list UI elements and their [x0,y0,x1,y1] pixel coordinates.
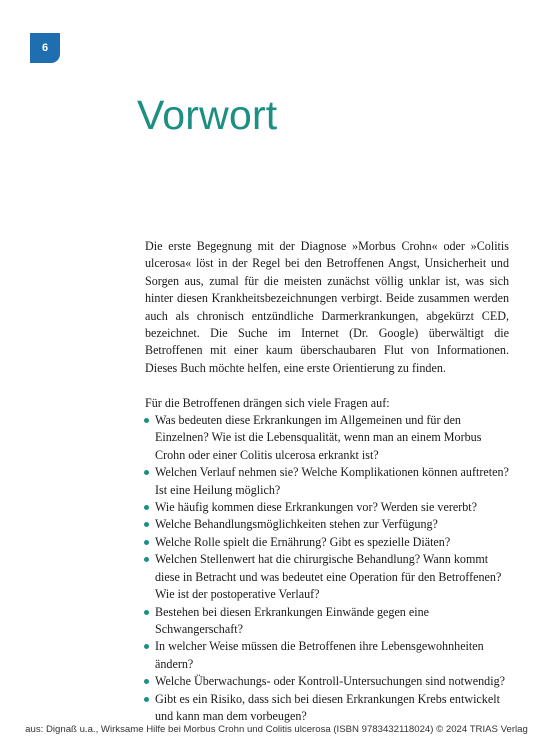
intro-paragraph: Die erste Begegnung mit der Diagnose »Morbus Crohn« oder »Colitis ulcerosa« löst in der Regel bei den Betroffenen Angst, Unsicherheit und Sorgen aus, zumal für die meisten zunächst völlig unklar ist, was sich hinter diesen Krankheitsbezeichnungen verbirgt. Beide zusammen werden auch als chronisch entzündliche Darmerkrankungen, abgekürzt CED, bezeichnet. Die Suche im Internet (Dr. Google) überwältigt die Betroffenen mit einer kaum überschaubaren Flut von Informationen. Dieses Buch möchte helfen, eine erste Orientierung zu finden. [145,239,509,375]
list-item [145,464,509,499]
bullet-icon [144,540,149,545]
question-text: Welchen Verlauf nehmen sie? Welche Komplikationen können auftreten? Ist eine Heilung möglich? [155,465,509,497]
question-text: Welche Rolle spielt die Ernährung? Gibt es spezielle Diäten? [155,534,451,549]
list-item [145,412,509,464]
page-number-badge [30,33,60,63]
question-text: In welcher Weise müssen die Betroffenen ihre Lebensgewohnheiten ändern? [155,639,484,671]
question-text: Welchen Stellenwert hat die chirurgische Behandlung? Wann kommt diese in Betracht und was bedeutet eine Operation für den Betroffenen? Wie ist der postoperative Verlauf? [155,552,502,602]
bullet-icon [144,644,149,649]
list-item [145,499,509,516]
list-item [145,516,509,533]
bullet-icon [144,505,149,510]
questions-list [145,412,509,725]
question-text: Welche Behandlungsmöglichkeiten stehen zur Verfügung? [155,517,438,532]
bullet-icon [144,679,149,684]
source-footer: aus: Dignaß u.a., Wirksame Hilfe bei Morbus Crohn und Colitis ulcerosa (ISBN 9783432118024) © 2024 TRIAS Verlag [25,724,528,735]
question-text: Gibt es ein Risiko, dass sich bei diesen Erkrankungen Krebs entwickelt und kann man dem vorbeugen? [155,691,500,723]
list-item [145,551,509,603]
question-text: Was bedeuten diese Erkrankungen im Allgemeinen und für den Einzelnen? Wie ist die Lebensqualität, wenn man an einem Morbus Crohn oder einer Colitis ulcerosa erkrankt ist? [155,413,482,462]
list-item [145,604,509,639]
body-text [145,238,509,725]
questions-intro: Für die Betroffenen drängen sich viele Fragen auf: [145,395,390,410]
chapter-heading: Vorwort [137,92,278,138]
question-text: Wie häufig kommen diese Erkrankungen vor? Werden sie vererbt? [155,500,478,515]
page-number: 6 [41,42,49,54]
bullet-icon [144,470,149,475]
bullet-icon [144,697,149,702]
list-item [145,638,509,673]
list-item [145,534,509,551]
bullet-icon [144,557,149,562]
list-item [145,691,509,726]
question-text: Bestehen bei diesen Erkrankungen Einwände gegen eine Schwangerschaft? [155,604,430,636]
list-item [145,673,509,690]
bullet-icon [144,522,149,527]
question-text: Welche Überwachungs- oder Kontroll-Untersuchungen sind notwendig? [155,674,505,689]
bullet-icon [144,418,149,423]
bullet-icon [144,610,149,615]
